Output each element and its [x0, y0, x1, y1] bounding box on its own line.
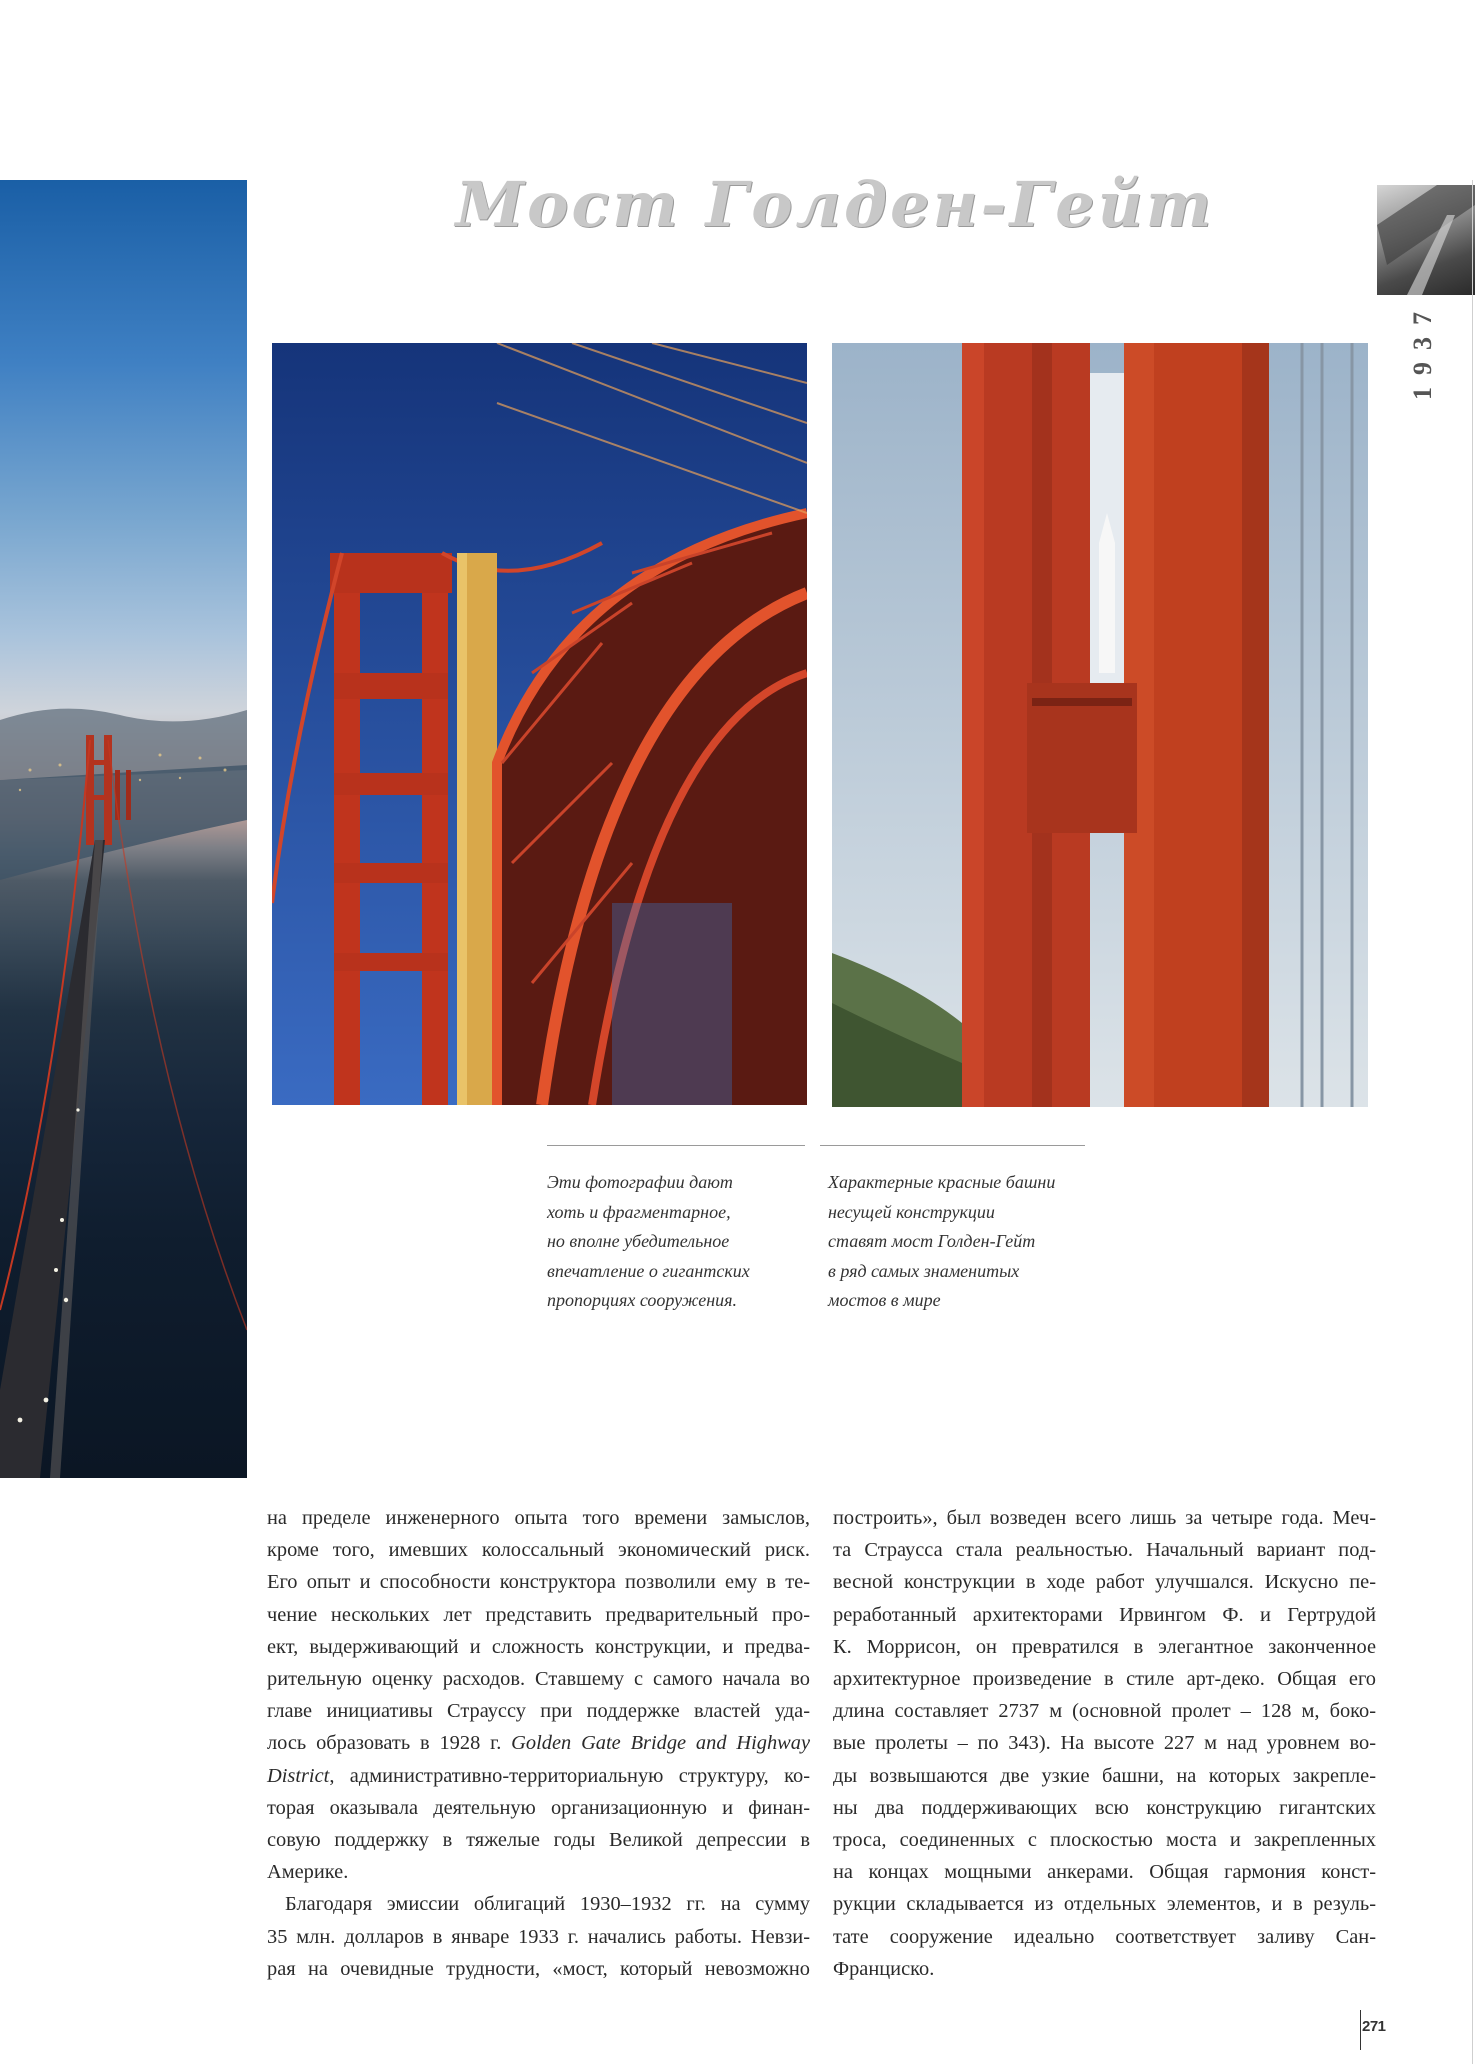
body-line: главе инициативы Страуссу при поддержке властей уда- [267, 1700, 810, 1723]
body-column-left [267, 1502, 810, 1985]
red-towers-photo [832, 343, 1368, 1107]
page-edge-rule [1472, 180, 1473, 2064]
body-line: ды возвышаются две узкие башни, на которых закрепле- [833, 1764, 1376, 1787]
caption-line: пропорциях сооружения. [547, 1290, 737, 1310]
caption-rule [547, 1145, 805, 1146]
body-line [267, 1727, 810, 1759]
body-line: кроме того, имевших колоссальный экономический риск. [267, 1539, 810, 1562]
body-line: вые пролеты – по 343). На высоте 227 м над уровнем во- [833, 1732, 1376, 1755]
body-line: рая на очевидные трудности, «мост, который невозможно [267, 1957, 810, 1980]
body-line: ект, выдерживающий и сложность конструкции, и предва- [267, 1635, 810, 1658]
body-line: К. Моррисон, он превратился в элегантное законченное [833, 1635, 1376, 1658]
body-line: Его опыт и способности конструктора позволили ему в те- [267, 1571, 810, 1594]
body-line: чение нескольких лет представить предварительный про- [267, 1603, 810, 1626]
body-line: весной конструкции в ходе работ улучшался. Искусно пе- [833, 1571, 1376, 1594]
body-line: на пределе инженерного опыта того времени замыслов, [267, 1507, 810, 1529]
body-line: рукции складывается из отдельных элементов, и в резуль- [833, 1893, 1376, 1916]
body-line: 35 млн. долларов в январе 1933 г. начались работы. Невзи- [267, 1925, 810, 1948]
body-text: , административно-территориальную структуру, ко- [329, 1764, 810, 1787]
photo-caption-left [547, 1168, 807, 1316]
body-line: архитектурное произведение в стиле арт-деко. Общая его [833, 1668, 1376, 1691]
body-line: ны два поддерживающих всю конструкцию гигантских [833, 1796, 1376, 1819]
body-line: реработанный архитекторами Ирвингом Ф. и Гертрудой [833, 1603, 1376, 1626]
aerial-bridge-illustration [0, 180, 247, 1478]
page-number-rule [1360, 2010, 1361, 2050]
body-line: длина составляет 2737 м (основной пролет – 128 м, боко- [833, 1700, 1376, 1723]
year-label: 1937 [1408, 300, 1437, 400]
organization-name: Golden Gate Bridge and Highway [511, 1732, 811, 1755]
page-title: Мост Голден-Гейт [455, 168, 1215, 241]
body-line: тате сооружение идеально соответствует заливу Сан- [833, 1925, 1376, 1948]
body-line: торая оказывала деятельную организационную и финан- [267, 1796, 810, 1819]
caption-line: впечатление о гигантских [547, 1260, 750, 1281]
body-line: совую поддержку в тяжелые годы Великой депрессии в [267, 1829, 810, 1852]
body-line: построить», был возведен всего лишь за четыре года. Меч- [833, 1507, 1376, 1529]
page-number: 271 [1362, 2018, 1386, 2035]
photo-caption-right [828, 1168, 1088, 1316]
body-line: рительную оценку расходов. Ставшему с самого начала во [267, 1668, 810, 1691]
bridge-arch-photo [272, 343, 807, 1105]
body-line: троса, соединенных с плоскостью моста и закрепленных [833, 1829, 1376, 1852]
organization-name: District [267, 1764, 330, 1787]
body-text: лось образовать в 1928 г. [267, 1732, 512, 1755]
caption-line: мостов в мире [828, 1290, 941, 1310]
body-line: на концах мощными анкерами. Общая гармония конст- [833, 1861, 1376, 1884]
caption-line: несущей конструкции [828, 1201, 995, 1222]
body-line: та Страусса стала реальностью. Начальный вариант под- [833, 1539, 1376, 1562]
chapter-thumbnail [1377, 185, 1475, 295]
caption-rule [820, 1145, 1085, 1146]
caption-line: ставят мост Голден-Гейт [828, 1231, 1036, 1251]
body-line: Франциско. [833, 1957, 935, 1980]
body-column-right [833, 1502, 1376, 1985]
caption-line: но вполне убедительное [547, 1231, 730, 1251]
caption-line: в ряд самых знаменитых [828, 1260, 1020, 1281]
caption-line: Характерные красные башни [828, 1172, 1056, 1192]
caption-line: хоть и фрагментарное, [547, 1201, 731, 1222]
caption-line: Эти фотографии дают [547, 1172, 733, 1192]
body-line [267, 1760, 810, 1792]
body-line: Благодаря эмиссии облигаций 1930–1932 гг. на сумму [285, 1893, 810, 1916]
body-line: Америке. [267, 1861, 349, 1884]
